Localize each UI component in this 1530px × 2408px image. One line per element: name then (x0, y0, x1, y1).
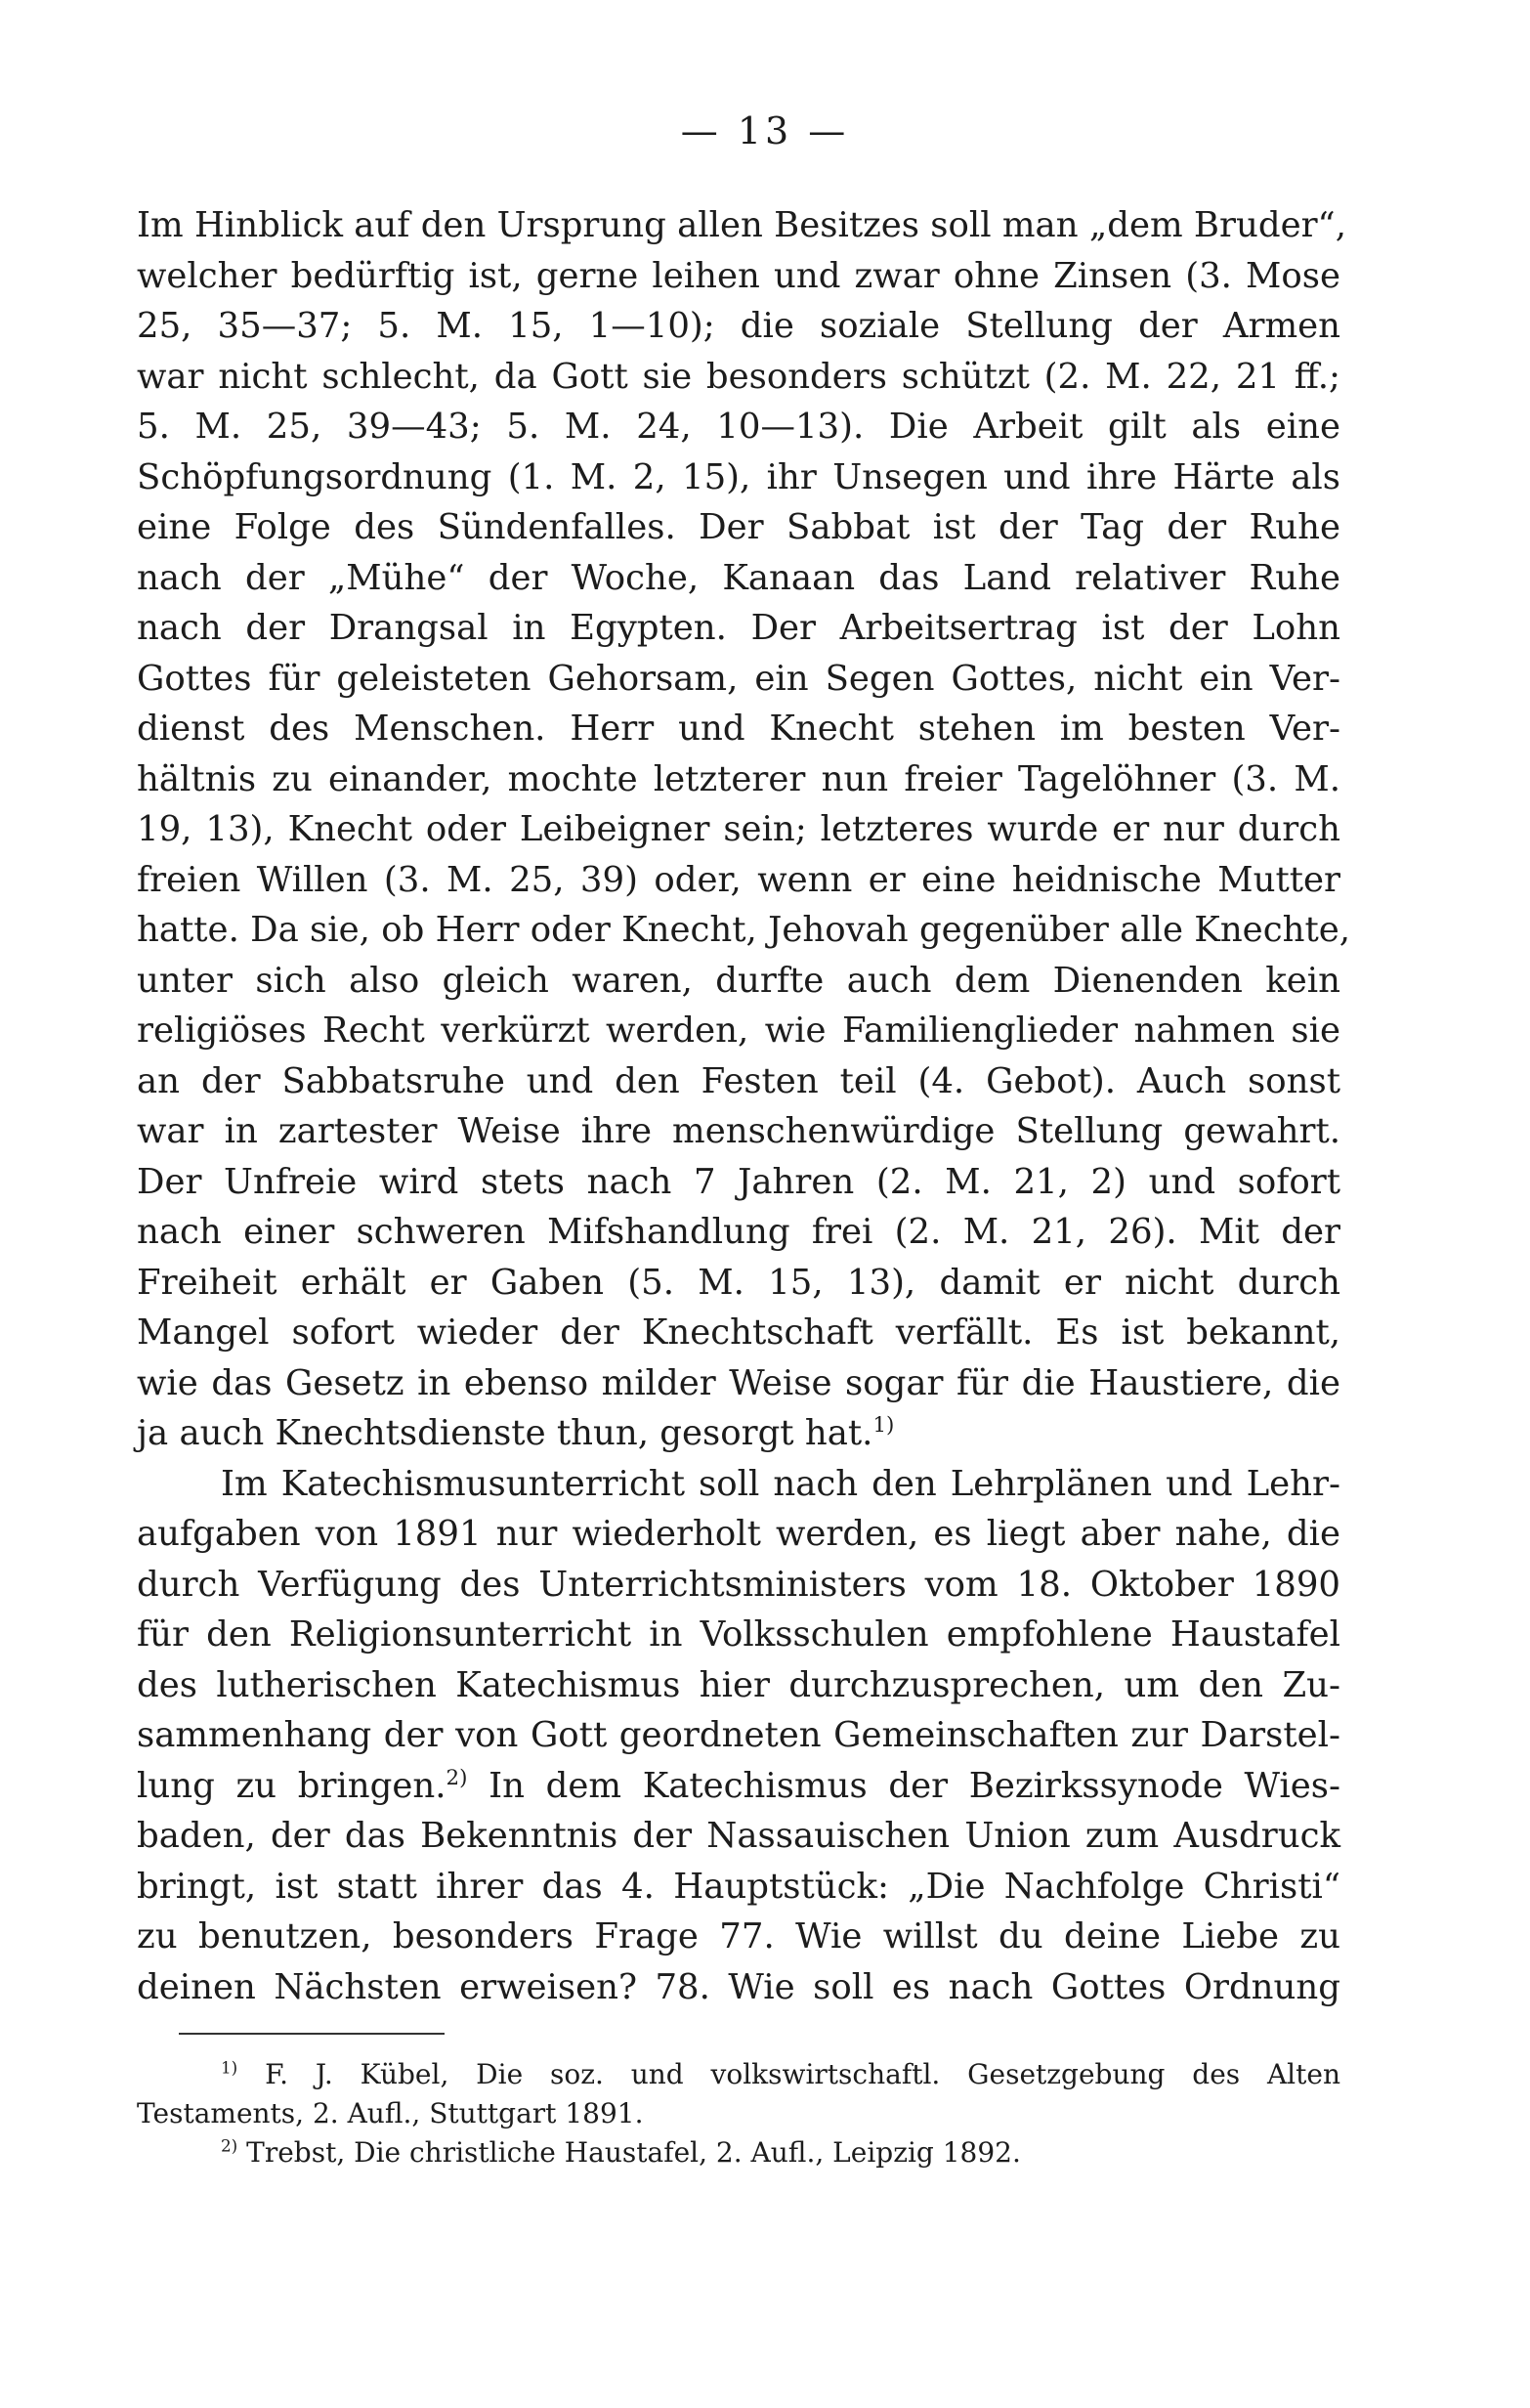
footnote-mark: 1) (221, 2057, 238, 2078)
text-line: 25, 35—37; 5. M. 15, 1—10); die soziale Stellung der Armen (137, 306, 1340, 346)
footnote-1 (137, 2055, 1340, 2094)
text-line: war nicht schlecht, da Gott sie besonders schützt (2. M. 22, 21 ff.; (137, 356, 1340, 397)
text-line-content: ja auch Knechtsdienste thun, gesorgt hat. (137, 1413, 873, 1453)
text-line: durch Verfügung des Unterrichtsministers vom 18. Oktober 1890 (137, 1564, 1340, 1605)
text-line-content: lung zu bringen. (137, 1765, 446, 1806)
text-line: welcher bedürftig ist, gerne leihen und zwar ohne Zinsen (3. Mose (137, 255, 1340, 296)
text-line: sammenhang der von Gott geordneten Gemeinschaften zur Darstel- (137, 1715, 1340, 1755)
text-line: baden, der das Bekenntnis der Nassauischen Union zum Ausdruck (137, 1816, 1340, 1856)
body-text (137, 200, 1350, 2012)
footnotes (137, 2055, 1340, 2172)
footnote-1-continuation: Testaments, 2. Aufl., Stuttgart 1891. (137, 2097, 644, 2129)
text-line: wie das Gesetz in ebenso milder Weise sogar für die Haustiere, die (137, 1362, 1340, 1403)
text-line: Schöpfungsordnung (1. M. 2, 15), ihr Unsegen und ihre Härte als (137, 456, 1340, 497)
footnote-divider (179, 2033, 445, 2035)
text-line: an der Sabbatsruhe und den Festen teil (4. Gebot). Auch sonst (137, 1060, 1340, 1101)
text-line: nach einer schweren Mifshandlung frei (2. M. 21, 26). Mit der (137, 1212, 1340, 1252)
text-line: bringt, ist statt ihrer das 4. Hauptstück: „Die Nachfolge Christi“ (137, 1866, 1340, 1907)
footnote-text: F. J. Kübel, Die soz. und volkswirtschaftl. Gesetzgebung des Alten (265, 2058, 1340, 2090)
text-line: war in zartester Weise ihre menschenwürdige Stellung gewahrt. (137, 1111, 1340, 1151)
footnote-ref: 2) (446, 1765, 468, 1790)
footnote-ref: 1) (872, 1413, 895, 1439)
footnote-mark: 2) (221, 2135, 238, 2156)
text-line: deinen Nächsten erweisen? 78. Wie soll es nach Gottes Ordnung (137, 1966, 1340, 2007)
text-line: dienst des Menschen. Herr und Knecht stehen im besten Ver- (137, 709, 1340, 749)
text-line: 19, 13), Knecht oder Leibeigner sein; letzteres wurde er nur durch (137, 809, 1340, 849)
text-line: nach der „Mühe“ der Woche, Kanaan das Land relativer Ruhe (137, 557, 1340, 598)
text-line: Gottes für geleisteten Gehorsam, ein Segen Gottes, nicht ein Ver- (137, 658, 1340, 699)
text-line: eine Folge des Sündenfalles. Der Sabbat ist der Tag der Ruhe (137, 507, 1340, 547)
text-line: unter sich also gleich waren, durfte auch dem Dienenden kein (137, 960, 1340, 1001)
text-line: Freiheit erhält er Gaben (5. M. 15, 13), damit er nicht durch (137, 1262, 1340, 1303)
text-line: 5. M. 25, 39—43; 5. M. 24, 10—13). Die Arbeit gilt als eine (137, 407, 1340, 447)
text-line: zu benutzen, besonders Frage 77. Wie willst du deine Liebe zu (137, 1916, 1340, 1956)
text-line: hältnis zu einander, mochte letzterer nun freier Tagelöhner (3. M. (137, 758, 1340, 799)
text-line: Mangel sofort wieder der Knechtschaft verfällt. Es ist bekannt, (137, 1312, 1340, 1353)
footnote-2 (137, 2133, 1340, 2172)
text-line-content: In dem Katechismus der Bezirkssynode Wies- (467, 1765, 1340, 1806)
paragraph-start-line: Im Katechismusunterricht soll nach den Lehrplänen und Lehr- (221, 1463, 1340, 1504)
text-line: freien Willen (3. M. 25, 39) oder, wenn er eine heidnische Mutter (137, 859, 1340, 900)
text-line: des lutherischen Katechismus hier durchzusprechen, um den Zu- (137, 1664, 1340, 1705)
text-line: aufgaben von 1891 nur wiederholt werden, es liegt aber nahe, die (137, 1514, 1340, 1554)
text-line (137, 1408, 1340, 1459)
text-line: hatte. Da sie, ob Herr oder Knecht, Jehovah gegenüber alle Knechte, (137, 910, 1350, 950)
text-line (137, 1761, 1340, 1812)
text-line: Der Unfreie wird stets nach 7 Jahren (2. M. 21, 2) und sofort (137, 1161, 1340, 1202)
page-number: — 13 — (680, 109, 850, 152)
text-line: Im Hinblick auf den Ursprung allen Besitzes soll man „dem Bruder“, (137, 205, 1346, 245)
text-line: für den Religionsunterricht in Volksschulen empfohlene Haustafel (137, 1614, 1340, 1655)
footnote-text: Trebst, Die christliche Haustafel, 2. Aufl., Leipzig 1892. (246, 2136, 1021, 2169)
text-line: nach der Drangsal in Egypten. Der Arbeitsertrag ist der Lohn (137, 608, 1340, 648)
text-line: religiöses Recht verkürzt werden, wie Familienglieder nahmen sie (137, 1010, 1340, 1051)
